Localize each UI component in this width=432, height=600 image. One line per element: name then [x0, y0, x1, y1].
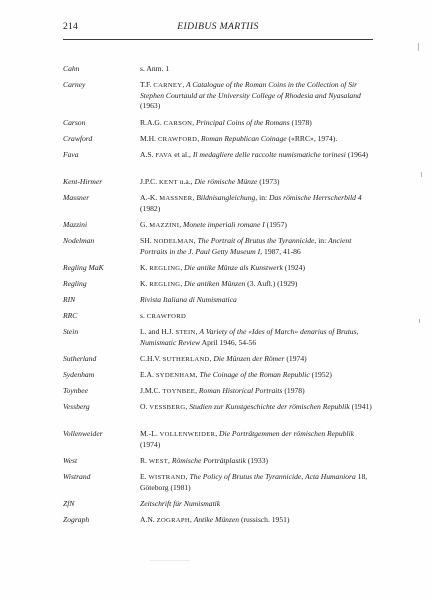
reference-segment: SUTHERLAND [162, 356, 210, 363]
reference-segment: Studien zur Kunstgeschichte der römischen Republik [189, 402, 350, 411]
reference-segment: M.-L. [140, 429, 160, 438]
entry-abbreviation: Carson [63, 118, 86, 127]
reference-segment: FAVA [155, 152, 173, 159]
entry-reference [140, 134, 372, 145]
entry-reference [140, 402, 372, 413]
reference-segment: CARSON [163, 120, 193, 127]
reference-segment: («RRC», 1974). [286, 134, 338, 143]
entry-reference [140, 499, 372, 509]
scan-artifact [421, 172, 422, 177]
reference-segment: REGLING [149, 281, 181, 288]
entry-reference [140, 429, 372, 450]
reference-segment: , A Catalogue of the Roman Coins in the Collection of Sir Stephen Courtauld at the University College of Rhodesia and Nyasaland [140, 80, 361, 100]
entry-reference [140, 515, 372, 526]
entry-reference [140, 295, 372, 305]
entry-abbreviation: Regling [63, 279, 87, 288]
reference-segment: E. [140, 472, 149, 481]
page-number: 214 [63, 21, 78, 32]
entry-reference [140, 472, 372, 493]
reference-segment: , [215, 429, 220, 438]
reference-segment: April 1946, 54-56 [200, 338, 257, 347]
reference-segment: K. [140, 279, 150, 288]
entry-abbreviation: Vessberg [63, 402, 90, 411]
reference-segment: , [195, 370, 200, 379]
reference-segment: et al., [172, 150, 193, 159]
entry-reference [140, 220, 372, 231]
entry-reference [140, 386, 372, 397]
reference-segment: (1933) [245, 456, 269, 465]
reference-segment: G. [140, 220, 150, 229]
scan-artifact [419, 319, 420, 323]
entry-reference [140, 64, 372, 74]
entry-abbreviation: Sutherland [63, 354, 97, 363]
entry-abbreviation: Sydenham [63, 370, 95, 379]
reference-segment: Il medagliere delle raccolte numismatiche torinesi [192, 150, 346, 159]
entry-abbreviation: RIN [63, 295, 76, 304]
reference-segment: R.A.G. [140, 118, 164, 127]
reference-segment: u.a., [177, 177, 195, 186]
reference-segment: (russisch. 1951) [239, 515, 290, 524]
reference-segment: The Portrait of Brutus the Tyrannicide [197, 236, 315, 245]
entry-abbreviation: Massner [63, 193, 90, 202]
entry-reference [140, 354, 372, 365]
reference-segment: Monete imperiali romane I [183, 220, 265, 229]
reference-segment: Principal Coins of the Romans [196, 118, 290, 127]
entry-reference [140, 177, 372, 188]
reference-segment: , [192, 193, 197, 202]
entry-reference [140, 370, 372, 381]
reference-segment: , in: [314, 236, 329, 245]
reference-segment: CRAWFORD [146, 313, 187, 320]
reference-segment: STEIN [175, 329, 196, 336]
reference-segment: , [193, 236, 198, 245]
reference-segment: KENT [159, 179, 178, 186]
entry-abbreviation: RRC [63, 311, 78, 320]
reference-segment: O. [140, 402, 150, 411]
entry-reference [140, 456, 372, 467]
entry-abbreviation: Mazzini [63, 220, 88, 229]
reference-segment: SYDENHAM [155, 372, 196, 379]
reference-segment: REGLING [149, 265, 181, 272]
entry-abbreviation: Nodelman [63, 236, 95, 245]
reference-segment: (1973) [257, 177, 280, 186]
reference-segment: Das römische Herrscherbild 4 [269, 193, 362, 202]
reference-segment: (3. Aufl.) (1929) [245, 279, 298, 288]
reference-segment: Die Porträtgemmen der römischen Republik [219, 429, 355, 438]
reference-segment: WISTRAND [148, 474, 186, 481]
reference-segment: , [197, 134, 201, 143]
reference-segment: ZOGRAPH [156, 517, 190, 524]
reference-segment: (1978) [282, 386, 305, 395]
reference-segment: Bildnisangleichung [196, 193, 256, 202]
reference-segment: Rivista Italiana di Numismatica [140, 295, 237, 304]
reference-segment: Ancient Portraits in the J. Paul Getty Museum I [140, 236, 352, 256]
reference-segment: Die antike Münze als Kunstwerk [184, 263, 283, 272]
entry-reference [140, 236, 372, 257]
reference-segment: L. and H.J. [140, 327, 176, 336]
reference-segment: (1957) [264, 220, 287, 229]
reference-segment: , [180, 263, 185, 272]
entry-abbreviation: West [63, 456, 78, 465]
reference-segment: (1974) [284, 354, 307, 363]
entry-abbreviation: Zograph [63, 515, 90, 524]
reference-segment: J.P.C. [140, 177, 159, 186]
reference-segment: The Policy of Brutus the Tyrannicide, Acta Humaniora [189, 472, 356, 481]
reference-segment: The Coinage of the Roman Republic [199, 370, 310, 379]
reference-segment: NODELMAN [153, 238, 194, 245]
entry-abbreviation: Cahn [63, 64, 80, 73]
entry-abbreviation: Regling MaK [63, 263, 104, 272]
entry-reference [140, 193, 372, 214]
reference-segment: s. Anm. 1 [140, 64, 170, 73]
entry-abbreviation: Stein [63, 327, 79, 336]
reference-segment: , [209, 354, 214, 363]
reference-segment: MAZZINI [149, 222, 180, 229]
reference-segment: M.H. [140, 134, 158, 143]
reference-segment: Die antiken Münzen [184, 279, 246, 288]
reference-segment: (1978) [289, 118, 312, 127]
reference-segment: (1982) [140, 204, 161, 213]
reference-segment: Zeitschrift für Numismatik [140, 499, 221, 508]
entry-reference [140, 118, 372, 129]
entry-reference [140, 263, 372, 274]
reference-segment: A.S. [140, 150, 156, 159]
reference-segment: , [179, 220, 184, 229]
reference-segment: Roman Historical Portraits [198, 386, 283, 395]
reference-segment: s. [140, 311, 147, 320]
entry-reference [140, 150, 372, 161]
entry-abbreviation: Crawford [63, 134, 93, 143]
header-rule [63, 39, 373, 40]
reference-segment: K. [140, 263, 150, 272]
reference-segment: R. [140, 456, 149, 465]
reference-segment: VESSBERG [149, 404, 186, 411]
entry-reference [140, 311, 372, 322]
reference-segment: Die römische Münze [194, 177, 258, 186]
entry-abbreviation: Carney [63, 80, 86, 89]
reference-segment: A.N. [140, 515, 157, 524]
reference-segment: (1974) [140, 440, 161, 449]
reference-segment: , [185, 472, 190, 481]
reference-segment: A.-K. [140, 193, 160, 202]
reference-segment: (1964) [345, 150, 369, 159]
reference-segment: E.A. [140, 370, 156, 379]
reference-segment: J.M.C. [140, 386, 163, 395]
reference-segment: , [185, 402, 190, 411]
entry-reference [140, 327, 372, 348]
running-head: EIDIBUS MARTIIS [177, 21, 259, 32]
reference-segment: (1963) [140, 101, 161, 110]
scan-artifact [150, 560, 190, 561]
reference-segment: CRAWFORD [157, 136, 198, 143]
reference-segment: CARNEY [153, 82, 183, 89]
reference-segment: (1941) [349, 402, 372, 411]
reference-segment: Die Münzen der Römer [213, 354, 285, 363]
entry-abbreviation: Fava [63, 150, 79, 159]
reference-segment: T.F. [140, 80, 154, 89]
entry-abbreviation: Vollenweider [63, 429, 103, 438]
reference-segment: VOLLENWEIDER [159, 431, 216, 438]
entry-abbreviation: Wistrand [63, 472, 91, 481]
entry-abbreviation: Kent-Hirmer [63, 177, 103, 186]
reference-segment: Antike Münzen [193, 515, 240, 524]
reference-segment: WEST [148, 458, 169, 465]
reference-segment: TOYNBEE [162, 388, 196, 395]
reference-segment: C.H.V. [140, 354, 163, 363]
reference-segment: 18, Göteborg (1981) [140, 472, 368, 492]
reference-segment: , [192, 118, 196, 127]
reference-segment: , [195, 327, 200, 336]
reference-segment: Römische Porträtplastik [171, 456, 246, 465]
entry-reference [140, 80, 372, 111]
reference-segment: (1952) [309, 370, 332, 379]
reference-segment: , [180, 279, 185, 288]
reference-segment: (1924) [282, 263, 305, 272]
scan-artifact [418, 43, 419, 51]
reference-segment: A Variety of the «Ides of March» denarius of Brutus, Numismatic Review [140, 327, 359, 347]
reference-segment: Roman Republican Coinage [200, 134, 287, 143]
reference-segment: , [195, 386, 199, 395]
reference-segment: , in: [255, 193, 270, 202]
reference-segment: , [168, 456, 172, 465]
reference-segment: , 1987, 41-86 [260, 247, 301, 256]
entry-abbreviation: Toynbee [63, 386, 89, 395]
entry-abbreviation: ZfN [63, 499, 75, 508]
reference-segment: MASSNER [159, 195, 193, 202]
entry-reference [140, 279, 372, 290]
reference-segment: SH. [140, 236, 154, 245]
reference-segment: , [189, 515, 194, 524]
page-header [63, 21, 373, 35]
